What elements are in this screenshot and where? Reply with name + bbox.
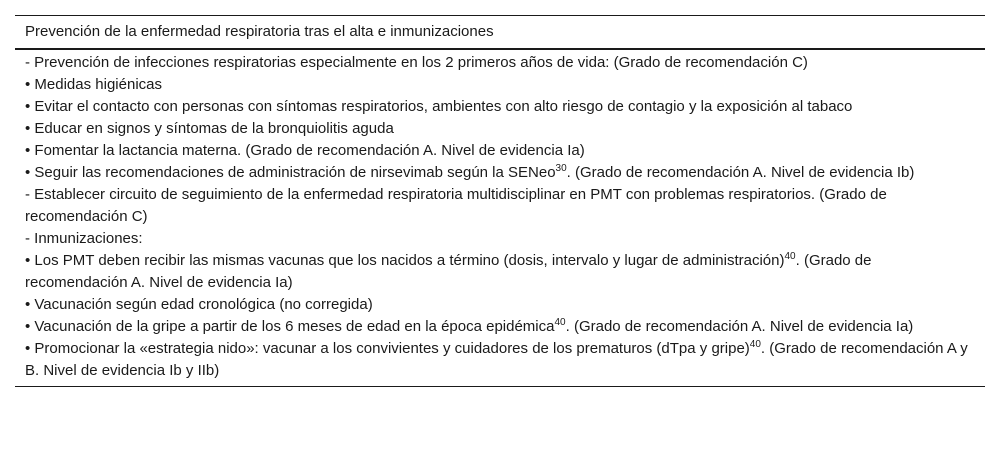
list-item: - Prevención de infecciones respiratorias especialmente en los 2 primeros años de vida: (Grado de recomendación C) bbox=[25, 54, 808, 71]
list-item: • Educar en signos y síntomas de la bronquiolitis aguda bbox=[25, 120, 394, 137]
list-item: • Medidas higiénicas bbox=[25, 76, 162, 93]
list-item: • Promocionar la «estrategia nido»: vacunar a los convivientes y cuidadores de los prematuros (dTpa y gripe)$^{40}$. (Grado de recomendación A y B. Nivel de evidencia Ib y IIb) bbox=[25, 339, 968, 379]
list-item: - Inmunizaciones: bbox=[25, 230, 143, 247]
list-item: - Establecer circuito de seguimiento de la enfermedad respiratoria multidisciplinar en PMT con problemas respiratorios. (Grado de recomendación C) bbox=[25, 186, 887, 225]
table-body bbox=[15, 50, 985, 387]
reference-superscript: 40 bbox=[749, 339, 761, 350]
reference-superscript: 40 bbox=[784, 251, 796, 262]
recommendations-table bbox=[15, 15, 985, 387]
list-item: • Los PMT deben recibir las mismas vacunas que los nacidos a término (dosis, intervalo y lugar de administración)$^{40}$. (Grado de recomendación A. Nivel de evidencia Ia) bbox=[25, 251, 872, 291]
reference-superscript: 30 bbox=[555, 163, 567, 174]
list-item: • Fomentar la lactancia materna. (Grado de recomendación A. Nivel de evidencia Ia) bbox=[25, 142, 585, 159]
list-item: • Vacunación de la gripe a partir de los 6 meses de edad en la época epidémica$^{40}$. (Grado de recomendación A. Nivel de evidencia Ia) bbox=[25, 317, 914, 335]
list-item: • Seguir las recomendaciones de administración de nirsevimab según la SENeo$^{30}$. (Grado de recomendación A. Nivel de evidencia Ib) bbox=[25, 163, 915, 181]
table-header: Prevención de la enfermedad respiratoria tras el alta e inmunizaciones bbox=[15, 16, 985, 50]
list-item: • Vacunación según edad cronológica (no corregida) bbox=[25, 296, 373, 313]
list-item: • Evitar el contacto con personas con síntomas respiratorios, ambientes con alto riesgo de contagio y la exposición al tabaco bbox=[25, 98, 853, 115]
reference-superscript: 40 bbox=[554, 317, 566, 328]
